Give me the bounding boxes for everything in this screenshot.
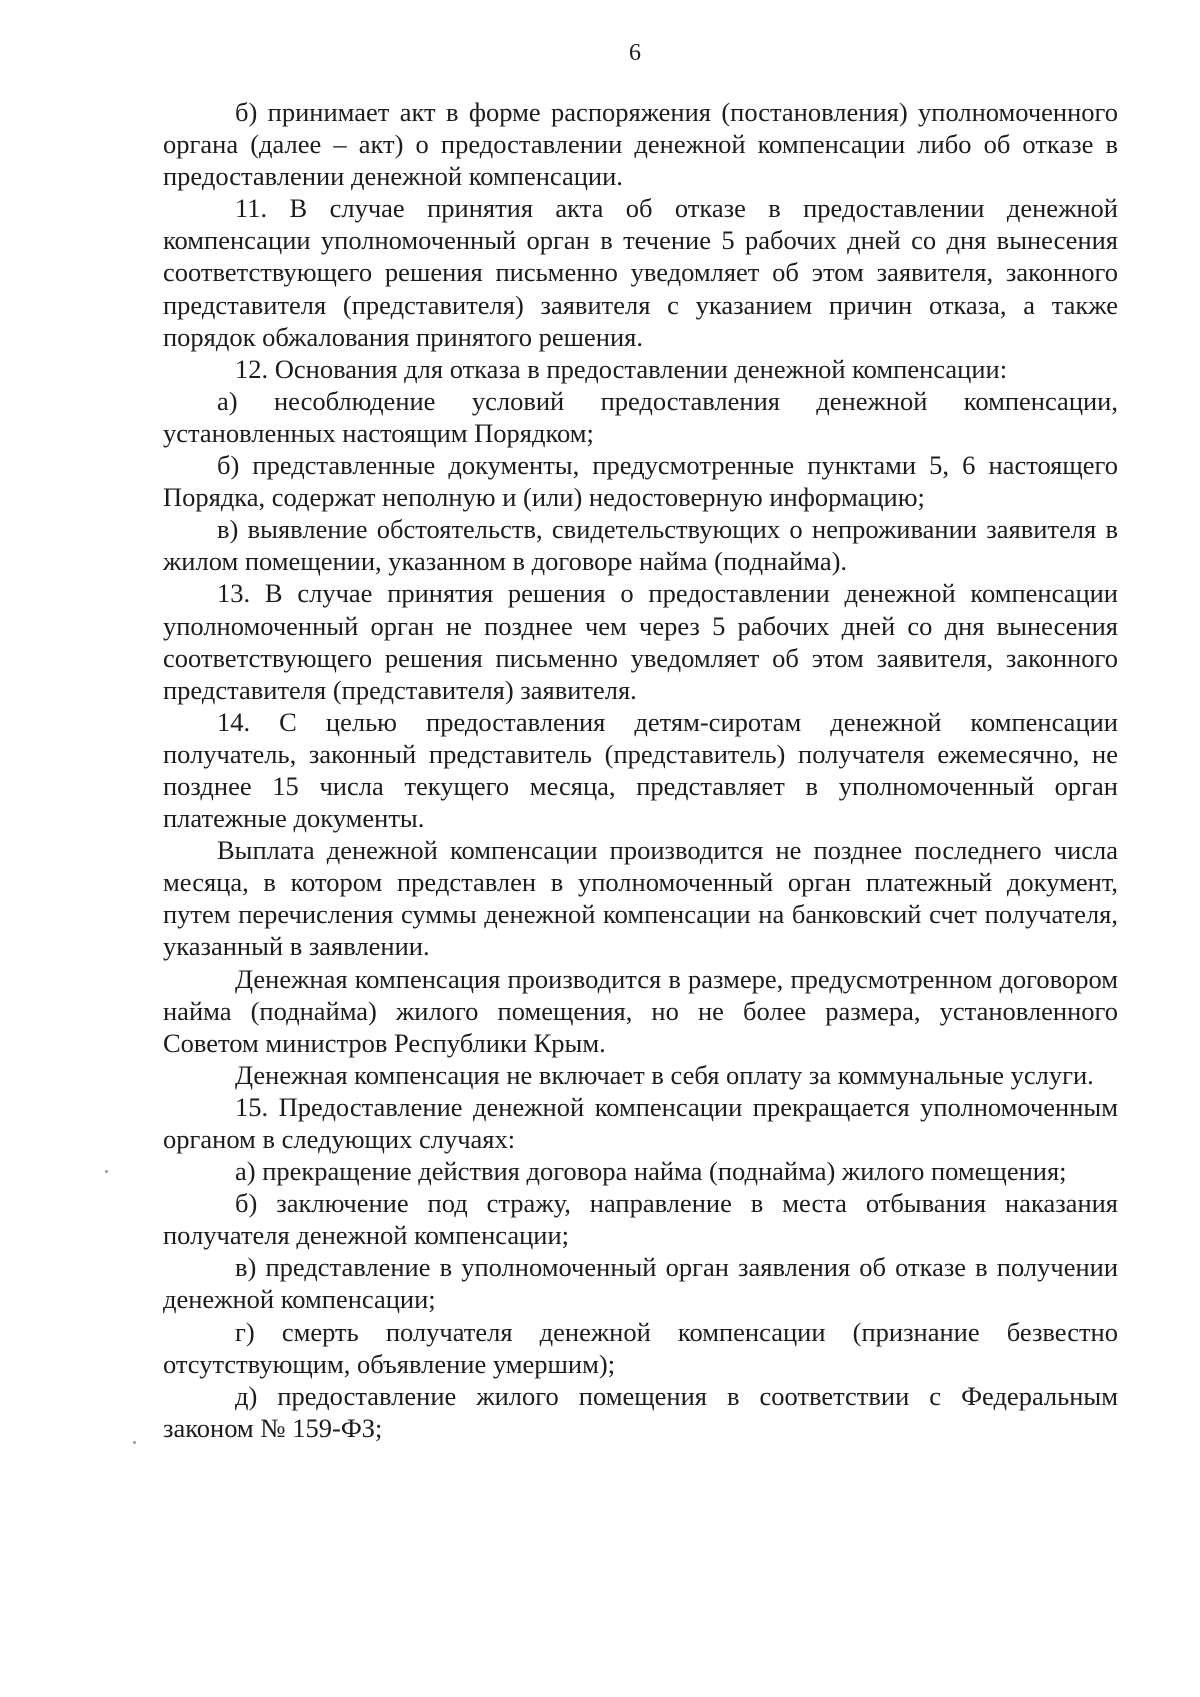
document-body (163, 96, 1118, 1444)
paragraph-12a: а) несоблюдение условий предоставления денежной компенсации, установленных настоящим Порядком; (163, 385, 1118, 448)
paragraph-10b: б) принимает акт в форме распоряжения (постановления) уполномоченного органа (далее – акт) о предоставлении денежной компенсации либо об отказе в предоставлении денежной компенсации. (163, 97, 1118, 192)
paragraph-13: 13. В случае принятия решения о предоставлении денежной компенсации уполномоченный орган не позднее чем через 5 рабочих дней со дня вынесения соответствующего решения письменно уведомляет об этом заявителя, законного представителя (представителя) заявителя. (163, 578, 1118, 705)
paragraph-15g: г) смерть получателя денежной компенсации (признание безвестно отсутствующим, объявление умершим); (163, 1316, 1118, 1379)
paragraph-15: 15. Предоставление денежной компенсации прекращается уполномоченным органом в следующих случаях: (163, 1091, 1118, 1154)
paragraph-12b: б) представленные документы, предусмотренные пунктами 5, 6 настоящего Порядка, содержат неполную и (или) недостоверную информацию; (163, 450, 1118, 513)
paragraph-14: 14. С целью предоставления детям-сиротам денежной компенсации получатель, законный представитель (представитель) получателя ежемесячно, не позднее 15 числа текущего месяца, представляет в уполномоченный орган платежные документы. (163, 706, 1118, 834)
scan-speck (105, 1170, 108, 1173)
paragraph-12v: в) выявление обстоятельств, свидетельствующих о непроживании заявителя в жилом помещении, указанном в договоре найма (поднайма). (163, 514, 1118, 577)
paragraph-11: 11. В случае принятия акта об отказе в предоставлении денежной компенсации уполномоченный орган в течение 5 рабочих дней со дня вынесения соответствующего решения письменно уведомляет об этом заявителя, законного представителя (представителя) заявителя с указанием причин отказа, а также порядок обжалования принятого решения. (163, 193, 1118, 352)
paragraph-15a: а) прекращение действия договора найма (поднайма) жилого помещения; (235, 1156, 1067, 1187)
page-number: 6 (629, 40, 641, 66)
paragraph-compensation-size: Денежная компенсация производится в размере, предусмотренном договором найма (поднайма) жилого помещения, но не более размера, установленного Советом министров Республики Крым. (163, 963, 1118, 1058)
paragraph-12: 12. Основания для отказа в предоставлении денежной компенсации: (235, 353, 1008, 384)
scan-speck (133, 1441, 136, 1444)
paragraph-15d: д) предоставление жилого помещения в соответствии с Федеральным законом № 159-ФЗ; (163, 1380, 1118, 1443)
paragraph-utilities: Денежная компенсация не включает в себя оплату за коммунальные услуги. (235, 1059, 1094, 1090)
paragraph-15b: б) заключение под стражу, направление в места отбывания наказания получателя денежной компенсации; (163, 1188, 1118, 1251)
paragraph-15v: в) представление в уполномоченный орган заявления об отказе в получении денежной компенсации; (163, 1252, 1118, 1315)
paragraph-payment: Выплата денежной компенсации производится не позднее последнего числа месяца, в котором представлен в уполномоченный орган платежный документ, путем перечисления суммы денежной компенсации на банковский счет получателя, указанный в заявлении. (163, 835, 1118, 962)
